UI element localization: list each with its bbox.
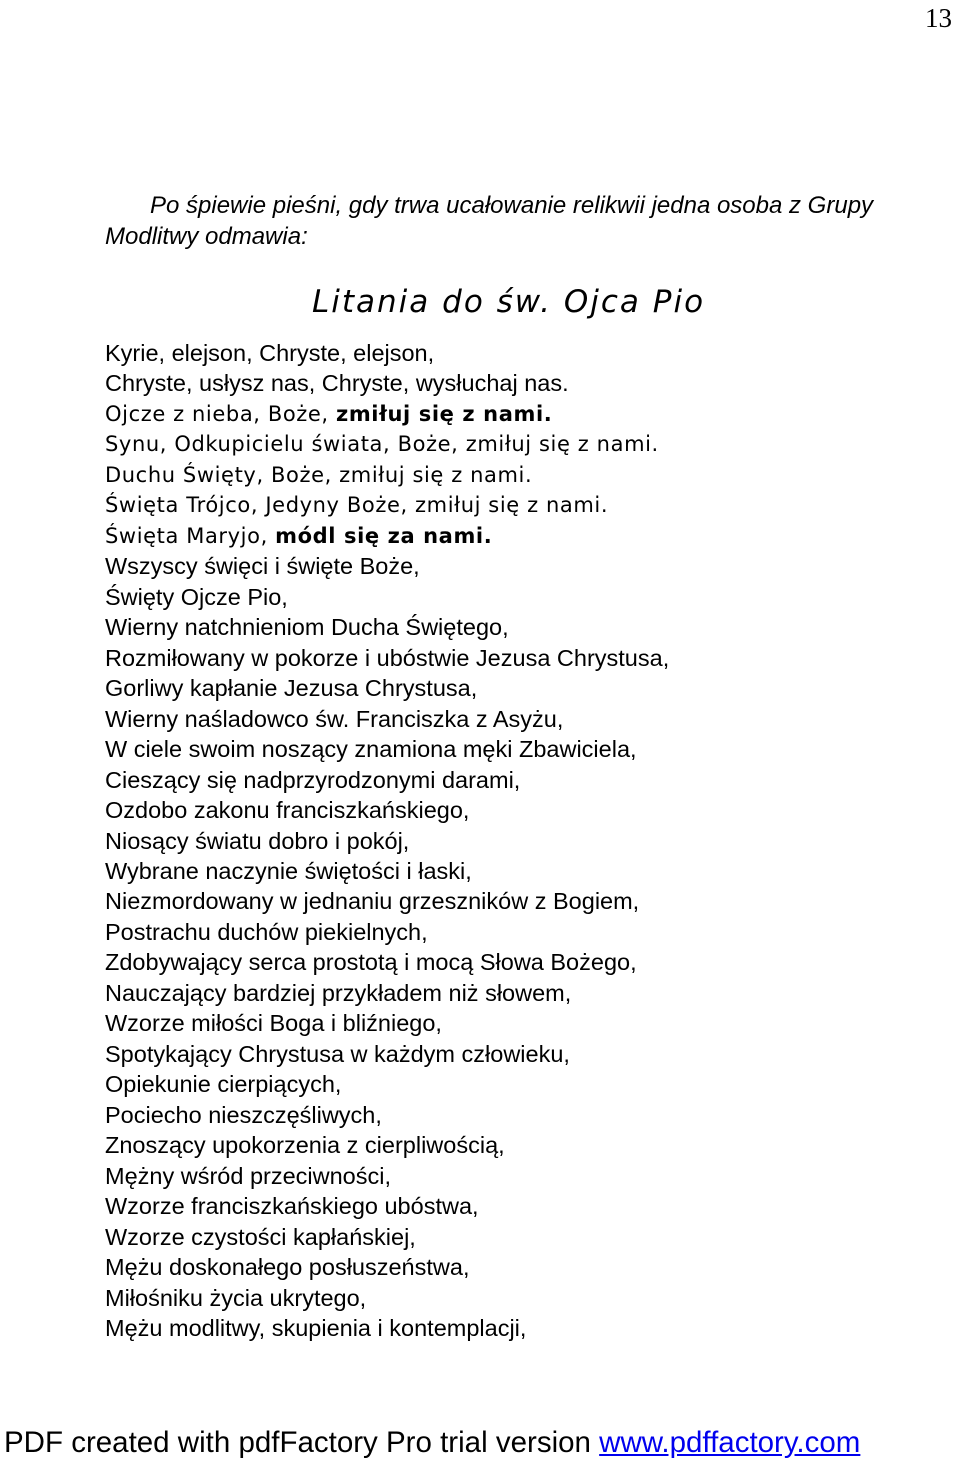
litany-invocation: Zdobywający serca prostotą i mocą Słowa Bożego, [105,949,637,976]
litany-line [105,370,669,397]
litany-invocation: Święty Ojcze Pio, [105,583,288,610]
litany-line [105,553,669,580]
litany-line [105,767,669,794]
litany-line [105,828,669,855]
page-number: 13 [925,3,952,33]
litany-line [105,1285,669,1312]
litany-line [105,645,669,672]
litany-line [105,1193,669,1220]
litany-line [105,949,669,976]
litany-invocation: Nauczający bardziej przykładem niż słowem, [105,979,572,1006]
litany-invocation: Wybrane naczynie świętości i łaski, [105,857,472,884]
litany-line [105,1041,669,1068]
litany-line [105,462,669,489]
litany-line [105,888,669,915]
intro-line-1: Po śpiewie pieśni, gdy trwa ucałowanie relikwii jedna osoba z Grupy [150,192,874,219]
footer-text: PDF created with pdfFactory Pro trial version [4,1426,600,1459]
litany-line [105,492,669,519]
litany-invocation: Cieszący się nadprzyrodzonymi darami, [105,766,521,793]
page-title: Litania do św. Ojca Pio [312,284,706,320]
litany-line [105,858,669,885]
litany-invocation: Wierny natchnieniom Ducha Świętego, [105,614,509,641]
litany-line [105,1315,669,1342]
litany-line [105,706,669,733]
litany-line [105,736,669,763]
litany-invocation: Święta Maryjo, [105,523,276,548]
footer-link[interactable]: www.pdffactory.com [599,1426,861,1459]
litany-line [105,431,669,458]
litany-line [105,523,669,550]
litany-line [105,584,669,611]
litany-invocation: Wzorze miłości Boga i bliźniego, [105,1010,442,1037]
litany-response: módl się za nami. [275,523,493,548]
litany-invocation: Kyrie, elejson, Chryste, elejson, [105,340,435,366]
litany-line [105,1254,669,1281]
litany-invocation: Wierny naśladowco św. Franciszka z Asyżu, [105,705,564,732]
litany-invocation: Miłośniku życia ukrytego, [105,1284,367,1311]
litany-line [105,1102,669,1129]
litany-invocation: Znoszący upokorzenia z cierpliwością, [105,1132,505,1159]
litany-invocation: Mężu modlitwy, skupienia i kontemplacji, [105,1315,527,1341]
litany-response: zmiłuj się z nami. [336,401,553,426]
litany-invocation: Spotykający Chrystusa w każdym człowieku, [105,1040,570,1067]
litany-invocation: Duchu Święty, Boże, zmiłuj się z nami. [105,462,533,487]
litany-invocation: Gorliwy kapłanie Jezusa Chrystusa, [105,675,478,702]
litany-invocation: Wzorze czystości kapłańskiej, [105,1223,416,1250]
litany-invocation: Święta Trójco, Jedyny Boże, zmiłuj się z nami. [105,493,609,518]
litany-line [105,675,669,702]
litany-invocation: Niezmordowany w jednaniu grzeszników z Bogiem, [105,888,640,915]
litany-line [105,980,669,1007]
litany-line [105,1224,669,1251]
litany-line [105,1010,669,1037]
litany-invocation: Pociecho nieszczęśliwych, [105,1101,382,1128]
litany-invocation: Opiekunie cierpiących, [105,1071,342,1098]
litany-invocation: Ozdobo zakonu franciszkańskiego, [105,797,470,824]
litany-line [105,919,669,946]
litany-invocation: Rozmiłowany w pokorze i ubóstwie Jezusa Chrystusa, [105,644,670,671]
litany-invocation: Mężny wśród przeciwności, [105,1162,392,1189]
litany-line [105,797,669,824]
litany-invocation: Wszyscy święci i święte Boże, [105,553,420,580]
litany-invocation: Synu, Odkupicielu świata, Boże, zmiłuj się z nami. [105,432,659,457]
litany-line [105,1071,669,1098]
litany-invocation: Chryste, usłysz nas, Chryste, wysłuchaj nas. [105,370,569,397]
pdf-footer [4,1424,860,1462]
intro-line-2: Modlitwy odmawia: [105,223,308,250]
litany-invocation: Niosący światu dobro i pokój, [105,827,410,854]
litany-line [105,340,669,367]
litany-invocation: Wzorze franciszkańskiego ubóstwa, [105,1193,479,1220]
litany-line [105,1163,669,1190]
litany-list [105,340,669,1345]
litany-invocation: Postrachu duchów piekielnych, [105,918,428,945]
intro-paragraph [105,190,955,252]
litany-invocation: Mężu doskonałego posłuszeństwa, [105,1254,470,1281]
litany-line [105,614,669,641]
litany-line [105,401,669,428]
litany-line [105,1132,669,1159]
litany-invocation: Ojcze z nieba, Boże, [105,401,336,426]
litany-invocation: W ciele swoim noszący znamiona męki Zbawiciela, [105,736,637,763]
